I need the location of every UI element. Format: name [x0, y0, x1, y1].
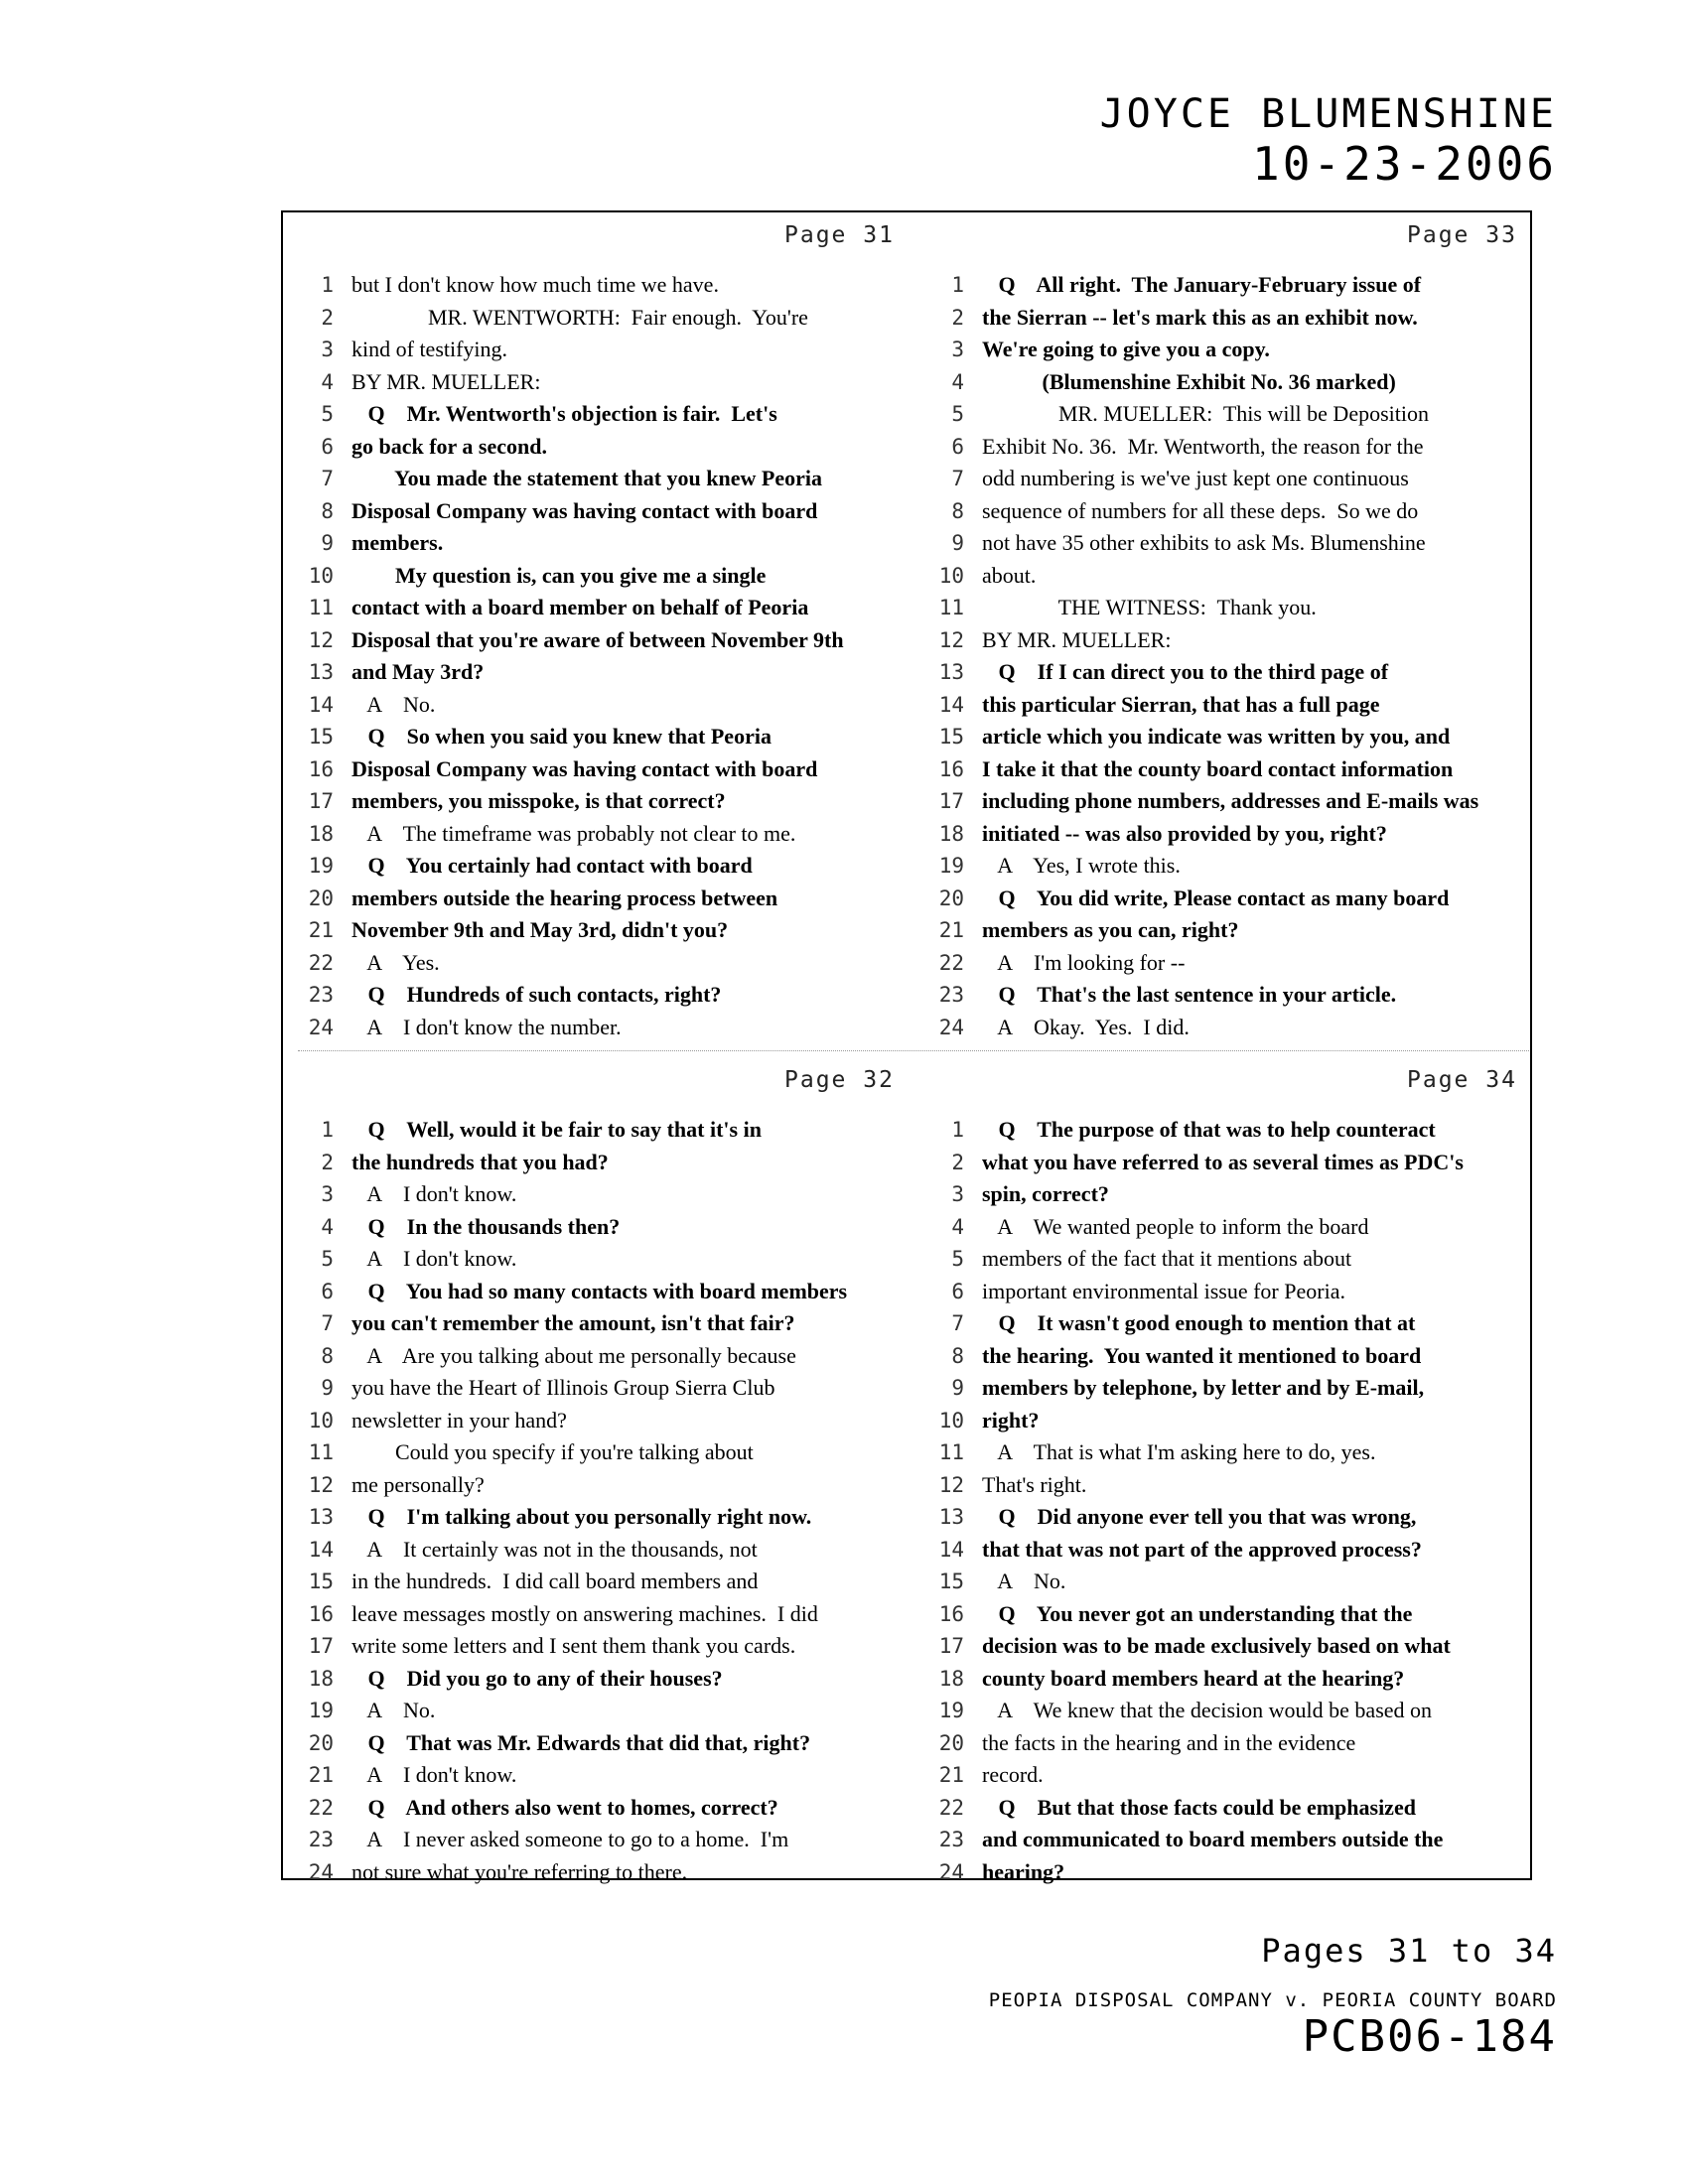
line-number: 23	[308, 1828, 334, 1851]
line-text: BY MR. MUELLER:	[982, 626, 1172, 652]
line-text: Q I'm talking about you personally right now.	[351, 1504, 812, 1529]
page-label: Page 32	[784, 1067, 895, 1093]
line-number: 23	[308, 983, 334, 1007]
line-text: county board members heard at the hearing?	[982, 1665, 1405, 1691]
line-number: 19	[308, 1699, 334, 1722]
line-text: Q That's the last sentence in your article.	[982, 982, 1397, 1007]
line-text: A We knew that the decision would be based on	[982, 1698, 1433, 1722]
line-number: 20	[308, 1730, 334, 1755]
line-number: 5	[321, 1247, 334, 1271]
line-number: 10	[308, 563, 334, 588]
line-number: 20	[938, 1730, 964, 1755]
line-number: 2	[321, 305, 334, 330]
line-number: 8	[321, 498, 334, 523]
line-number: 22	[308, 950, 334, 975]
line-number: 16	[308, 756, 334, 781]
line-text: A No.	[351, 1698, 436, 1722]
line-text: A I never asked someone to go to a home. I'm	[351, 1827, 789, 1851]
line-text: members of the fact that it mentions about	[982, 1246, 1352, 1271]
line-text: Could you specify if you're talking about	[351, 1439, 754, 1464]
line-number: 3	[321, 338, 334, 361]
line-text: Disposal that you're aware of between November 9th	[351, 626, 844, 652]
line-text: in the hundreds. I did call board members and	[351, 1569, 759, 1593]
line-text: the Sierran -- let's mark this as an exhibit now.	[982, 304, 1418, 330]
line-number: 14	[938, 692, 964, 717]
line-text: My question is, can you give me a single	[351, 562, 767, 588]
line-number: 19	[938, 1699, 964, 1722]
line-number: 12	[938, 1472, 964, 1497]
line-text: Exhibit No. 36. Mr. Wentworth, the reason for the	[982, 433, 1424, 459]
line-text: leave messages mostly on answering machines. I did	[351, 1600, 818, 1626]
page-label: Page 31	[784, 222, 895, 248]
line-text: A It certainly was not in the thousands, not	[351, 1536, 758, 1562]
line-number: 14	[938, 1537, 964, 1562]
line-text: That's right.	[982, 1471, 1087, 1497]
witness-name: JOYCE BLUMENSHINE	[1099, 91, 1557, 137]
line-text: Q So when you said you knew that Peoria	[351, 724, 772, 749]
line-number: 13	[938, 660, 964, 684]
line-number: 24	[938, 1015, 964, 1039]
line-text: right?	[982, 1407, 1040, 1433]
line-number: 4	[321, 1214, 334, 1239]
line-number: 21	[308, 918, 334, 942]
page-divider	[298, 1050, 1529, 1051]
line-number: 12	[938, 627, 964, 652]
line-number: 21	[938, 918, 964, 942]
line-number: 16	[938, 1601, 964, 1626]
line-number: 7	[321, 1311, 334, 1335]
line-text: We're going to give you a copy.	[982, 337, 1270, 361]
line-text: write some letters and I sent them thank you cards.	[351, 1633, 796, 1658]
line-number: 17	[938, 1634, 964, 1658]
line-number: 2	[951, 1150, 964, 1174]
line-number: 5	[321, 402, 334, 426]
line-number: 10	[308, 1408, 334, 1433]
line-number: 8	[951, 1343, 964, 1368]
line-text: Q If I can direct you to the third page of	[982, 659, 1389, 684]
line-number: 15	[308, 1570, 334, 1593]
line-text: about.	[982, 562, 1037, 588]
line-text: Q You never got an understanding that the	[982, 1600, 1413, 1626]
line-number: 17	[938, 789, 964, 813]
line-text: that that was not part of the approved process?	[982, 1536, 1422, 1562]
line-number: 9	[321, 1376, 334, 1400]
line-text: you can't remember the amount, isn't that fair?	[351, 1310, 795, 1335]
line-number: 2	[321, 1150, 334, 1174]
line-text: sequence of numbers for all these deps. So we do	[982, 497, 1419, 523]
line-number: 22	[938, 950, 964, 975]
line-number: 3	[321, 1182, 334, 1206]
line-number: 13	[938, 1505, 964, 1529]
line-text: Q Hundreds of such contacts, right?	[351, 982, 722, 1007]
line-text: article which you indicate was written by you, and	[982, 724, 1451, 749]
line-text: this particular Sierran, that has a full page	[982, 691, 1380, 717]
case-title: PEOPIA DISPOSAL COMPANY v. PEORIA COUNTY BOARD	[988, 1989, 1557, 2011]
line-number: 20	[938, 886, 964, 910]
line-text: A We wanted people to inform the board	[982, 1213, 1369, 1239]
line-text: what you have referred to as several times as PDC's	[982, 1149, 1464, 1174]
deposition-date: 10-23-2006	[1252, 137, 1557, 191]
line-text: Q It wasn't good enough to mention that at	[982, 1310, 1416, 1335]
transcript-page	[296, 220, 921, 1039]
line-text: you have the Heart of Illinois Group Sierra Club	[351, 1375, 775, 1400]
line-number: 11	[938, 596, 964, 619]
line-number: 18	[308, 1666, 334, 1691]
line-text: but I don't know how much time we have.	[351, 272, 719, 297]
line-number: 4	[951, 369, 964, 394]
line-number: 19	[308, 854, 334, 878]
line-text: Q The purpose of that was to help counteract	[982, 1117, 1436, 1142]
page-label: Page 34	[1407, 1067, 1517, 1093]
line-number: 20	[308, 886, 334, 910]
line-number: 5	[951, 402, 964, 426]
line-number: 15	[938, 725, 964, 749]
line-number: 1	[321, 273, 334, 297]
line-number: 7	[321, 467, 334, 490]
line-text: and May 3rd?	[351, 659, 485, 684]
line-number: 10	[938, 1408, 964, 1433]
line-text: members by telephone, by letter and by E-mail,	[982, 1375, 1425, 1400]
line-text: Q You had so many contacts with board members	[351, 1278, 848, 1303]
line-text: (Blumenshine Exhibit No. 36 marked)	[982, 368, 1396, 394]
line-number: 1	[321, 1118, 334, 1142]
line-number: 11	[308, 596, 334, 619]
line-text: not have 35 other exhibits to ask Ms. Blumenshine	[982, 530, 1426, 555]
line-text: hearing?	[982, 1858, 1065, 1884]
line-number: 15	[938, 1570, 964, 1593]
line-text: A I don't know.	[351, 1246, 517, 1271]
page-label: Page 33	[1407, 222, 1517, 248]
line-text: A I don't know.	[351, 1762, 517, 1787]
line-number: 23	[938, 983, 964, 1007]
line-text: A Are you talking about me personally because	[351, 1342, 796, 1368]
line-text: kind of testifying.	[351, 337, 508, 361]
line-text: the hearing. You wanted it mentioned to board	[982, 1342, 1422, 1368]
line-number: 18	[938, 1666, 964, 1691]
line-text: A Yes.	[351, 949, 440, 975]
line-number: 4	[951, 1214, 964, 1239]
line-text: decision was to be made exclusively based on what	[982, 1633, 1451, 1658]
line-number: 7	[951, 1311, 964, 1335]
line-text: A Yes, I wrote this.	[982, 853, 1181, 878]
line-number: 1	[951, 1118, 964, 1142]
line-text: Q All right. The January-February issue of	[982, 272, 1422, 297]
line-number: 5	[951, 1247, 964, 1271]
line-text: You made the statement that you knew Peoria	[351, 466, 822, 490]
line-text: Q And others also went to homes, correct?	[351, 1794, 778, 1820]
line-text: Q Did anyone ever tell you that was wrong,	[982, 1504, 1417, 1529]
line-text: the hundreds that you had?	[351, 1149, 609, 1174]
line-number: 14	[308, 692, 334, 717]
line-text: A No.	[351, 691, 436, 717]
line-text: go back for a second.	[351, 433, 547, 459]
line-text: A I don't know the number.	[351, 1014, 622, 1039]
line-text: contact with a board member on behalf of Peoria	[351, 595, 809, 619]
line-number: 9	[951, 531, 964, 555]
line-number: 7	[951, 467, 964, 490]
line-number: 24	[308, 1015, 334, 1039]
line-text: A Okay. Yes. I did.	[982, 1014, 1190, 1039]
line-text: THE WITNESS: Thank you.	[982, 595, 1317, 619]
line-number: 18	[308, 821, 334, 846]
line-number: 24	[938, 1859, 964, 1884]
line-number: 9	[951, 1376, 964, 1400]
line-text: A No.	[982, 1569, 1066, 1593]
line-text: Q You certainly had contact with board	[351, 853, 753, 878]
line-number: 15	[308, 725, 334, 749]
line-text: Q That was Mr. Edwards that did that, right?	[351, 1729, 811, 1755]
line-text: initiated -- was also provided by you, right?	[982, 820, 1387, 846]
line-text: A I don't know.	[351, 1181, 517, 1206]
line-text: BY MR. MUELLER:	[351, 368, 541, 394]
line-text: A That is what I'm asking here to do, yes.	[982, 1439, 1376, 1464]
line-text: November 9th and May 3rd, didn't you?	[351, 917, 729, 942]
line-text: members, you misspoke, is that correct?	[351, 788, 726, 813]
line-number: 3	[951, 338, 964, 361]
line-number: 11	[308, 1440, 334, 1464]
line-text: Disposal Company was having contact with board	[351, 497, 818, 523]
line-text: A I'm looking for --	[982, 949, 1186, 975]
line-text: important environmental issue for Peoria.	[982, 1278, 1345, 1303]
line-number: 21	[308, 1763, 334, 1787]
line-number: 4	[321, 369, 334, 394]
line-number: 6	[951, 1279, 964, 1303]
line-text: Disposal Company was having contact with board	[351, 755, 818, 781]
line-number: 6	[951, 434, 964, 459]
line-number: 9	[321, 531, 334, 555]
line-text: not sure what you're referring to there.	[351, 1858, 688, 1884]
line-number: 3	[951, 1182, 964, 1206]
line-text: MR. MUELLER: This will be Deposition	[982, 401, 1429, 426]
line-text: Q Did you go to any of their houses?	[351, 1665, 723, 1691]
line-text: Q Well, would it be fair to say that it's in	[351, 1117, 762, 1142]
line-text: spin, correct?	[982, 1181, 1109, 1206]
line-text: members outside the hearing process between	[351, 885, 778, 910]
line-text: odd numbering is we've just kept one continuous	[982, 466, 1409, 490]
line-text: members as you can, right?	[982, 917, 1239, 942]
line-number: 22	[308, 1795, 334, 1820]
line-text: and communicated to board members outside the	[982, 1827, 1444, 1851]
line-number: 18	[938, 821, 964, 846]
line-number: 14	[308, 1537, 334, 1562]
pages-range: Pages 31 to 34	[1261, 1932, 1557, 1970]
line-number: 21	[938, 1763, 964, 1787]
line-text: I take it that the county board contact information	[982, 755, 1454, 781]
line-number: 6	[321, 434, 334, 459]
line-number: 12	[308, 627, 334, 652]
line-number: 11	[938, 1440, 964, 1464]
line-number: 10	[938, 563, 964, 588]
line-number: 17	[308, 789, 334, 813]
line-text: members.	[351, 530, 444, 555]
transcript-page	[296, 1065, 921, 1884]
line-text: newsletter in your hand?	[351, 1407, 567, 1433]
line-text: MR. WENTWORTH: Fair enough. You're	[351, 304, 808, 330]
line-text: record.	[982, 1762, 1044, 1787]
line-number: 1	[951, 273, 964, 297]
line-number: 13	[308, 1505, 334, 1529]
line-text: Q But that those facts could be emphasized	[982, 1794, 1416, 1820]
line-number: 22	[938, 1795, 964, 1820]
line-number: 6	[321, 1279, 334, 1303]
transcript-page	[926, 1065, 1552, 1884]
line-number: 13	[308, 660, 334, 684]
line-number: 16	[938, 756, 964, 781]
line-number: 17	[308, 1634, 334, 1658]
line-text: the facts in the hearing and in the evidence	[982, 1729, 1356, 1755]
line-number: 24	[308, 1859, 334, 1884]
line-text: Q In the thousands then?	[351, 1213, 621, 1239]
line-text: Q You did write, Please contact as many board	[982, 885, 1450, 910]
line-number: 19	[938, 854, 964, 878]
transcript-page	[926, 220, 1552, 1039]
line-number: 16	[308, 1601, 334, 1626]
line-text: A The timeframe was probably not clear to me.	[351, 820, 796, 846]
line-number: 8	[321, 1343, 334, 1368]
case-number: PCB06-184	[1302, 2011, 1557, 2062]
line-text: me personally?	[351, 1471, 485, 1497]
line-text: including phone numbers, addresses and E-mails was	[982, 788, 1479, 813]
line-text: Q Mr. Wentworth's objection is fair. Let's	[351, 401, 777, 426]
line-number: 2	[951, 305, 964, 330]
line-number: 23	[938, 1828, 964, 1851]
line-number: 8	[951, 498, 964, 523]
line-number: 12	[308, 1472, 334, 1497]
